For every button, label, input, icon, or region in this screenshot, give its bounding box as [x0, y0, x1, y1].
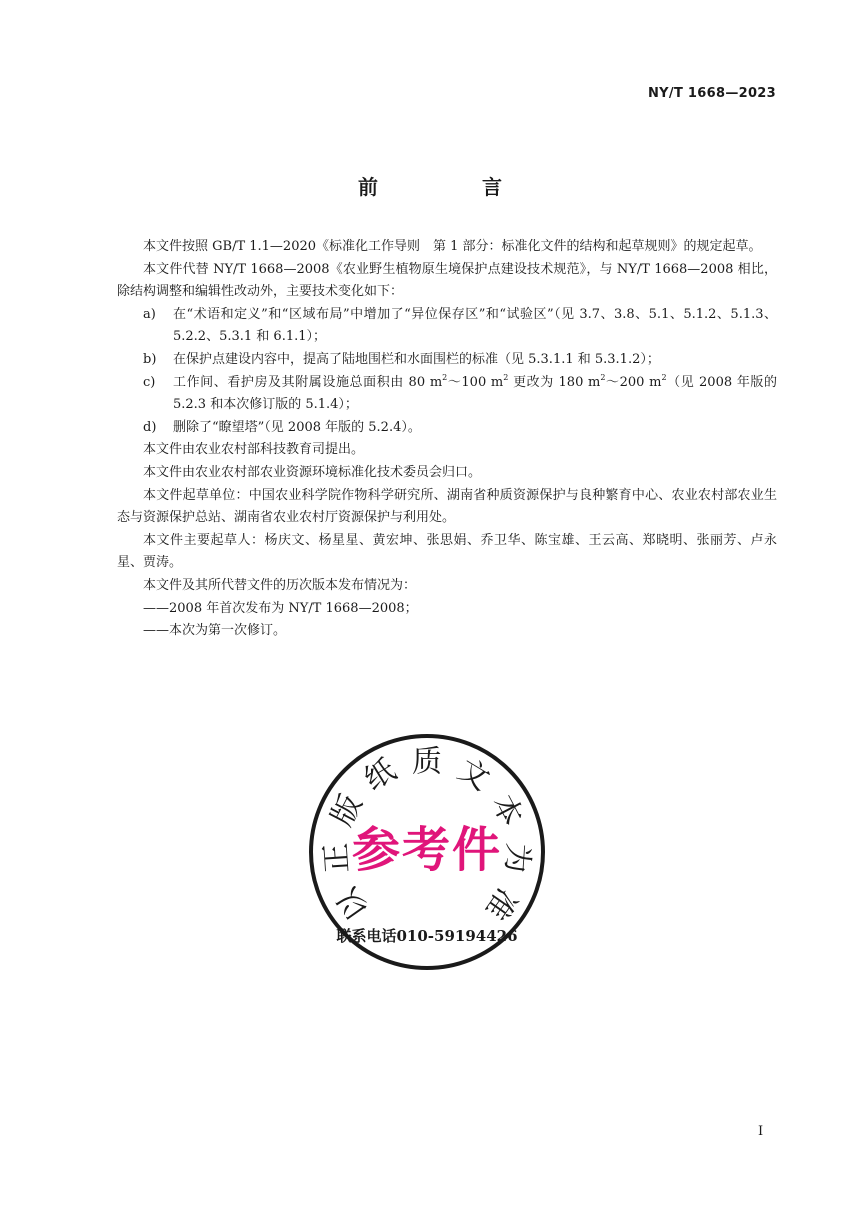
stamp-arc-char: 质: [412, 744, 442, 780]
paragraph: 本文件起草单位：中国农业科学院作物科学研究所、湖南省种质资源保护与良种繁育中心、农业农村部农业生态与资源保护总站、湖南省农业农村厅资源保护与利用处。: [117, 487, 777, 526]
list-item: [117, 304, 777, 349]
page-number: I: [758, 1124, 764, 1139]
stamp-arc-char: 为: [498, 841, 536, 875]
reference-stamp: [307, 732, 547, 972]
paragraph: 本文件代替 NY/T 1668—2008《农业野生植物原生境保护点建设技术规范》，与 NY/T 1668—2008 相比，除结构调整和编辑性改动外，主要技术变化如下：: [117, 261, 777, 300]
paragraph: 本文件按照 GB/T 1.1—2020《标准化工作导则 第 1 部分：标准化文件的结构和起草规则》的规定起草。: [143, 239, 762, 254]
list-item-text: 更改为 180 m: [508, 374, 601, 390]
stamp-arc-char: 纸: [358, 752, 403, 798]
paragraph: 本文件由农业农村部科技教育司提出。: [143, 442, 365, 458]
stamp-bottom-text: 联系电话010-59194426: [336, 927, 518, 945]
list-marker: d): [143, 419, 157, 435]
superscript: 2: [442, 372, 448, 382]
list-item-text: ～100 m: [447, 374, 504, 390]
list-item: [117, 349, 777, 372]
paragraph: 本文件及其所代替文件的历次版本发布情况为：: [143, 577, 417, 593]
list-marker: a): [143, 306, 156, 322]
stamp-arc-char: 以: [330, 881, 377, 926]
stamp-arc-char: 准: [477, 881, 524, 926]
history-item: ——2008 年首次发布为 NY/T 1668—2008；: [143, 600, 418, 616]
history-item: ——本次为第一次修订。: [143, 623, 287, 639]
paragraph: 本文件主要起草人：杨庆文、杨星星、黄宏坤、张思娟、乔卫华、陈宝雄、王云高、郑晓明、张丽芳、卢永星、贾涛。: [117, 532, 777, 571]
list-item: [117, 372, 777, 417]
list-item-text: 在保护点建设内容中，提高了陆地围栏和水面围栏的标准（见 5.3.1.1 和 5.3.1.2）；: [173, 351, 660, 367]
paragraph: 本文件由农业农村部农业资源环境标准化技术委员会归口。: [143, 464, 482, 480]
stamp-arc-char: 正: [318, 841, 356, 875]
superscript: 2: [503, 372, 509, 382]
list-marker: c): [143, 374, 156, 390]
stamp-arc-char: 版: [324, 789, 370, 832]
stamp-arc-char: 本: [484, 789, 530, 832]
page-title: 前 言: [358, 175, 544, 199]
superscript: 2: [600, 372, 606, 382]
list-marker: b): [143, 351, 157, 367]
list-item-text: （见 2008 年版的 5.2.3 和本次修订版的 5.1.4）；: [173, 374, 777, 413]
stamp-center-text: 参考件: [351, 822, 503, 878]
list-item-text: 在“术语和定义”和“区域布局”中增加了“异位保存区”和“试验区”（见 3.7、3.8、5.1、5.1.2、5.1.3、5.2.2、5.3.1 和 6.1.1）；: [173, 306, 777, 345]
superscript: 2: [661, 372, 667, 382]
stamp-arc-char: 文: [451, 752, 496, 798]
list-item-text: ～200 m: [605, 374, 662, 390]
foreword-body: [117, 236, 777, 643]
list-item: [117, 417, 777, 440]
list-item-text: 删除了“瞭望塔”（见 2008 年版的 5.2.4）。: [173, 419, 421, 435]
standard-code: NY/T 1668—2023: [648, 86, 776, 101]
list-item-text: 工作间、看护房及其附属设施总面积由 80 m: [173, 374, 443, 390]
